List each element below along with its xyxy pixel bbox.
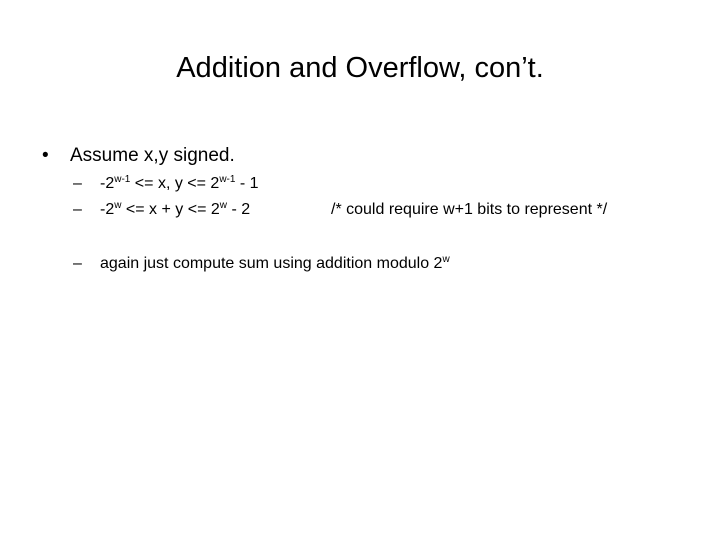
sum-upper-tail: - 2 (227, 201, 251, 218)
bullet-item (42, 143, 235, 169)
sum-middle-text: <= x + y <= 2 (121, 201, 220, 218)
sub-marker: – (73, 255, 82, 272)
sub-marker: – (73, 201, 82, 218)
sum-upper-exponent: w (219, 200, 227, 211)
sub-item-modulo (73, 254, 450, 274)
sub-marker: – (73, 175, 82, 192)
code-comment: /* could require w+1 bits to represent */ (331, 201, 608, 218)
range-lower-base: -2 (100, 175, 115, 192)
sub-item-range-sum (73, 200, 250, 220)
modulo-text: again just compute sum using addition modulo 2 (100, 255, 443, 272)
sub-item-range-xy (73, 174, 259, 194)
range-middle-text: <= x, y <= 2 (130, 175, 220, 192)
slide-title: Addition and Overflow, con’t. (176, 52, 544, 84)
sum-lower-exponent: w (114, 200, 122, 211)
range-lower-exponent: w-1 (114, 174, 131, 185)
bullet-marker: • (42, 145, 49, 166)
range-upper-tail: - 1 (235, 175, 259, 192)
bullet-text: Assume x,y signed. (70, 145, 235, 166)
range-upper-exponent: w-1 (219, 174, 236, 185)
sum-lower-base: -2 (100, 201, 115, 218)
modulo-exponent: w (442, 254, 450, 265)
